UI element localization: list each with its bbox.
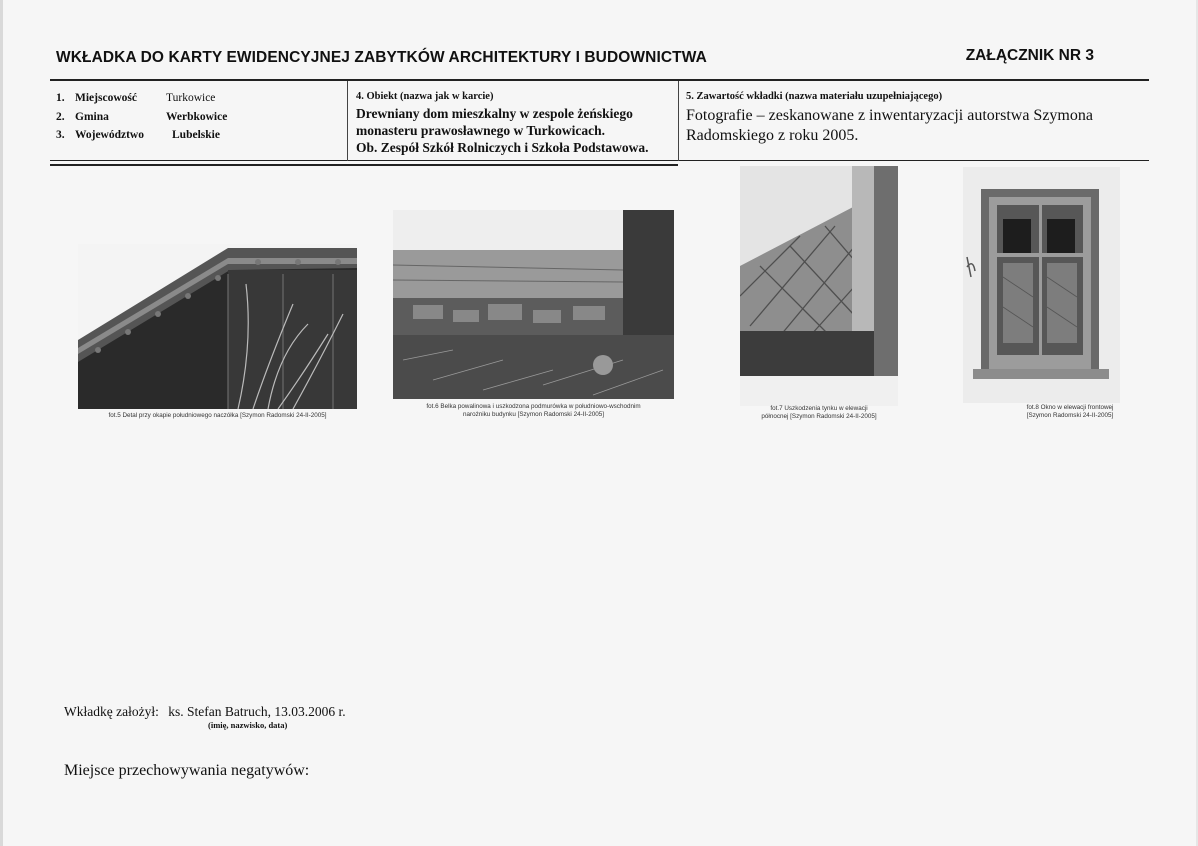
photo-caption — [740, 405, 898, 420]
plaster-damage-image — [740, 166, 898, 406]
photo-eave-detail — [78, 244, 357, 409]
contents-line: Radomskiego z roku 2005. — [686, 127, 859, 144]
document-title: WKŁADKA DO KARTY EWIDENCYJNEJ ZABYTKÓW ARCHITEKTURY I BUDOWNICTWA — [56, 49, 707, 66]
negatives-location-label: Miejsce przechowywania negatywów: — [64, 762, 310, 779]
photo-plaster-damage — [740, 166, 898, 406]
field-value: Turkowice — [166, 92, 216, 104]
column-divider — [347, 81, 348, 161]
caption-line: fot.7 Uszkodzenia tynku w elewacji — [770, 405, 868, 412]
field-value: Werbkowice — [166, 110, 228, 123]
header-rule — [50, 79, 1149, 81]
photo-caption — [1020, 404, 1120, 419]
contents-section — [686, 91, 1146, 146]
section-heading: 4. Obiekt (nazwa jak w karcie) — [356, 91, 494, 102]
field-number: 1. — [56, 92, 65, 104]
beam-foundation-image — [393, 210, 674, 399]
field-number: 3. — [56, 129, 65, 141]
photo-caption — [393, 403, 674, 418]
photo-window — [963, 167, 1120, 403]
field-label: Gmina — [75, 110, 109, 123]
caption-line: północnej [Szymon Radomski 24-II-2005] — [761, 412, 877, 420]
field-label: Województwo — [75, 129, 144, 141]
section-heading: 5. Zawartość wkładki (nazwa materiału uzupełniającego) — [686, 91, 943, 102]
field-number: 2. — [56, 110, 65, 123]
object-name — [356, 105, 676, 156]
field-label: Miejscowość — [75, 92, 137, 104]
object-name-line: Ob. Zespół Szkół Rolniczych i Szkoła Podstawowa. — [356, 140, 649, 155]
caption-line: [Szymon Radomski 24-II-2005] — [1026, 411, 1114, 419]
founder-sublabel: (imię, nazwisko, data) — [208, 720, 288, 730]
contents-line: Fotografie – zeskanowane z inwentaryzacji autorstwa Szymona — [686, 107, 1093, 124]
eave-detail-image — [78, 244, 357, 409]
section-rule-thick — [50, 164, 678, 166]
founder-value: ks. Stefan Batruch, 13.03.2006 r. — [168, 704, 346, 719]
contents-description — [686, 106, 1146, 146]
annex-number: ZAŁĄCZNIK NR 3 — [965, 47, 1094, 64]
photo-beam-foundation — [393, 210, 674, 399]
caption-line: fot.8 Okno w elewacji frontowej — [1026, 404, 1114, 411]
caption-line: fot.5 Detal przy okapie południowego naczółka [Szymon Radomski 24-II-2005] — [108, 412, 327, 419]
column-divider — [678, 81, 679, 161]
window-image — [963, 167, 1120, 403]
field-value: Lubelskie — [172, 129, 220, 141]
section-rule — [50, 160, 1149, 161]
photo-caption — [78, 412, 357, 420]
object-name-line: monasteru prawosławnego w Turkowicach. — [356, 123, 606, 138]
caption-line: fot.6 Belka powalinowa i uszkodzona podmurówka w południowo-wschodnim — [426, 403, 641, 410]
founder-line — [64, 704, 346, 720]
founder-label: Wkładkę założył: — [64, 704, 159, 719]
object-section — [356, 91, 676, 156]
object-name-line: Drewniany dom mieszkalny w zespole żeńskiego — [356, 106, 633, 121]
caption-line: narożniku budynku [Szymon Radomski 24-II-2005] — [462, 410, 605, 418]
